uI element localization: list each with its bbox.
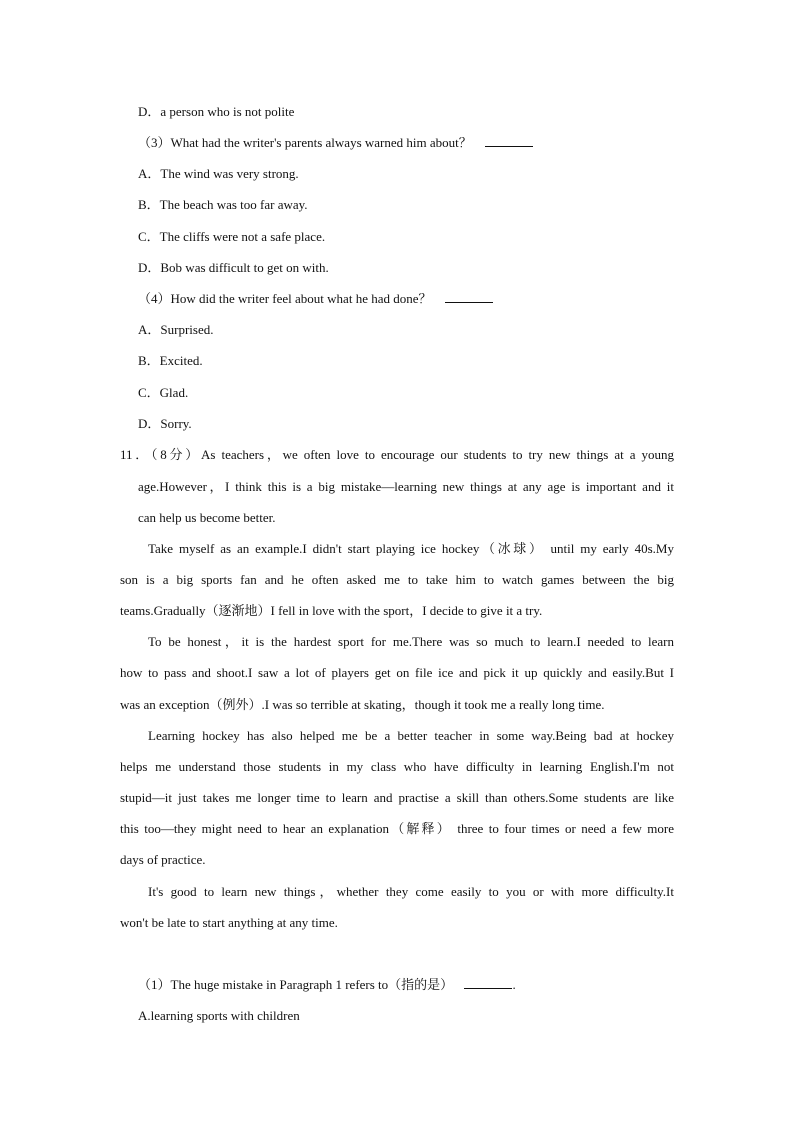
q11-p3-line: how to pass and shoot.I saw a lot of players get on file ice and pick it up quickly and easily.But I [120, 665, 674, 680]
answer-blank [464, 976, 512, 989]
answer-blank [445, 290, 493, 303]
q11-sub1-prompt [138, 976, 516, 994]
option-d: D．Bob was difficult to get on with. [138, 260, 329, 275]
q11-p2-line: Take myself as an example.I didn't start playing ice hockey（冰球） until my early 40s.My [148, 541, 674, 556]
q10-sub3-prompt-text: （3）What had the writer's parents always warned him about？ [138, 135, 472, 150]
option-a: A．Surprised. [138, 322, 214, 337]
answer-blank [485, 134, 533, 147]
q10-sub3-prompt [138, 134, 533, 152]
q11-p5-line: It's good to learn new things，whether they come easily to you or with more difficulty.It [148, 884, 674, 899]
q10-sub4-prompt [138, 290, 493, 308]
q10-prev-option-d: D．a person who is not polite [138, 104, 295, 119]
option-b: B．Excited. [138, 353, 203, 368]
q11-p4-line: days of practice. [120, 852, 206, 867]
q11-p4-line: Learning hockey has also helped me be a better teacher in some way.Being bad at hockey [148, 728, 674, 743]
option-c: C．Glad. [138, 385, 189, 400]
q11-p3-line: To be honest，it is the hardest sport for me.There was so much to learn.I needed to learn [148, 634, 674, 649]
option-a: A．The wind was very strong. [138, 166, 299, 181]
option-c: C．The cliffs were not a safe place. [138, 229, 326, 244]
q11-header: 11．（8分）As teachers，we often love to encourage our students to try new things at a young [120, 447, 674, 462]
q11-p5-line: won't be late to start anything at any time. [120, 915, 338, 930]
q11-p1-line: can help us become better. [138, 510, 276, 525]
q11-p2-line: son is a big sports fan and he often asked me to take him to watch games between the big [120, 572, 674, 587]
q11-sub1-prompt-text: （1）The huge mistake in Paragraph 1 refers to（指的是） [138, 977, 454, 992]
q11-sub1-prompt-end: . [512, 977, 516, 992]
q11-p2-line: teams.Gradually（逐渐地）I fell in love with the sport，I decide to give it a try. [120, 603, 543, 618]
q11-p3-line: was an exception（例外）.I was so terrible at skating，though it took me a really long time. [120, 697, 605, 712]
q11-p4-line: stupid—it just takes me longer time to learn and practise a skill than others.Some students are like [120, 790, 674, 805]
q10-sub4-prompt-text: （4）How did the writer feel about what he had done？ [138, 291, 432, 306]
q11-p4-line: helps me understand those students in my class who have difficulty in learning English.I'm not [120, 759, 674, 774]
option-d: D．Sorry. [138, 416, 192, 431]
option-b: B．The beach was too far away. [138, 197, 308, 212]
q11-p4-line: this too—they might need to hear an explanation（解释） three to four times or need a few more [120, 821, 674, 836]
q11-p1-line: age.However，I think this is a big mistake—learning new things at any age is important and it [138, 479, 674, 494]
option-a: A.learning sports with children [138, 1008, 300, 1023]
